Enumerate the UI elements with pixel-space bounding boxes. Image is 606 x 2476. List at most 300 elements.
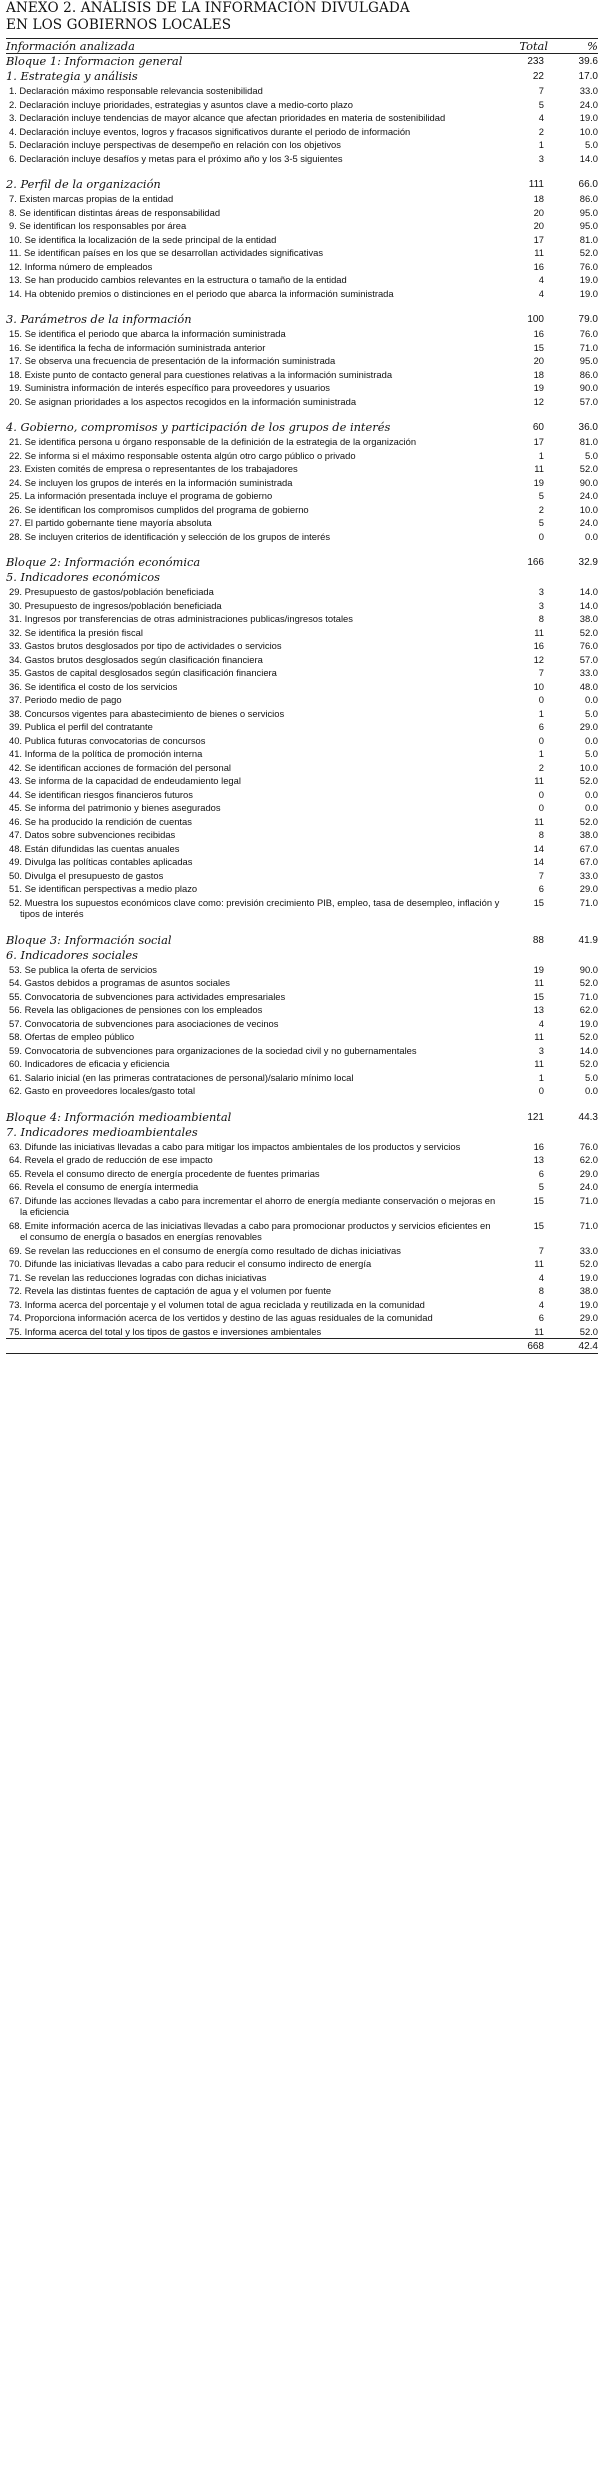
row-pct: 48.0 bbox=[579, 680, 598, 692]
row-total bbox=[508, 948, 554, 963]
row-pct: 95.0 bbox=[579, 220, 598, 231]
table-row bbox=[6, 747, 598, 761]
row-label: 32. Se identifica la presión fiscal bbox=[9, 626, 143, 638]
row-total: 4 bbox=[538, 1271, 544, 1283]
table-row bbox=[6, 585, 598, 599]
row-pct: 52.0 bbox=[579, 247, 598, 258]
row-pct: 24.0 bbox=[579, 98, 598, 110]
row-pct: 90.0 bbox=[579, 382, 598, 393]
row-total: 11 bbox=[534, 1258, 544, 1269]
row-pct: 0.0 bbox=[584, 788, 598, 800]
row-label: 23. Existen comités de empresa o representantes de los trabajadores bbox=[9, 463, 298, 474]
row-pct: 44.3 bbox=[578, 1111, 598, 1123]
table-row bbox=[6, 1180, 598, 1194]
table-row bbox=[6, 842, 598, 856]
row-pct: 76.0 bbox=[579, 328, 598, 339]
table-row bbox=[6, 1219, 598, 1244]
row-pct: 14.0 bbox=[579, 152, 598, 164]
row-pct: 62.0 bbox=[579, 1154, 598, 1165]
row-total: 8 bbox=[538, 829, 544, 840]
row-total: 15 bbox=[533, 896, 544, 908]
row-total: 10 bbox=[533, 680, 544, 692]
row-label: Bloque 1: Informacion general bbox=[6, 54, 183, 68]
row-pct: 42.4 bbox=[554, 1339, 598, 1354]
table-row bbox=[6, 774, 598, 788]
row-label: 22. Se informa si el máximo responsable ostenta algún otro cargo público o privado bbox=[9, 449, 356, 461]
row-total: 6 bbox=[538, 721, 544, 732]
row-pct: 33.0 bbox=[579, 1244, 598, 1256]
row-pct: 33.0 bbox=[579, 85, 598, 96]
row-total: 88 bbox=[532, 934, 544, 946]
row-pct: 95.0 bbox=[579, 206, 598, 218]
row-label: 7. Existen marcas propias de la entidad bbox=[9, 193, 174, 204]
row-label: 5. Indicadores económicos bbox=[6, 570, 160, 584]
table-row bbox=[6, 869, 598, 883]
row-label: 65. Revela el consumo directo de energía procedente de fuentes primarias bbox=[9, 1167, 320, 1179]
row-total: 11 bbox=[534, 815, 544, 827]
row-total: 16 bbox=[533, 328, 544, 339]
row-label: 67. Difunde las acciones llevadas a cabo para incrementar el ahorro de energía mediante conservación o mejoras en la eficiencia bbox=[9, 1194, 496, 1217]
row-total: 8 bbox=[538, 1285, 544, 1296]
row-pct: 52.0 bbox=[579, 1258, 598, 1269]
row-total: 111 bbox=[528, 179, 544, 190]
row-total: 6 bbox=[538, 1167, 544, 1179]
row-pct: 66.0 bbox=[578, 179, 598, 190]
row-total: 19 bbox=[533, 476, 544, 488]
table-body bbox=[6, 54, 598, 1354]
row-pct: 0.0 bbox=[584, 694, 598, 705]
row-total: 4 bbox=[538, 1017, 544, 1029]
annex-title bbox=[6, 0, 598, 38]
table-row bbox=[6, 516, 598, 530]
row-label: 2. Perfil de la organización bbox=[6, 177, 161, 191]
row-total: 2 bbox=[538, 503, 544, 515]
spacer-cell bbox=[6, 1098, 598, 1110]
table-row bbox=[6, 1325, 598, 1339]
row-total: 11 bbox=[534, 1325, 544, 1337]
row-label: 13. Se han producido cambios relevantes en la estructura o tamaño de la entidad bbox=[9, 274, 347, 285]
row-total: 12 bbox=[533, 653, 544, 665]
row-pct: 33.0 bbox=[579, 667, 598, 678]
table-row bbox=[6, 206, 598, 220]
table-row bbox=[6, 990, 598, 1004]
row-pct: 24.0 bbox=[579, 490, 598, 501]
row-label: 38. Concursos vigentes para abastecimiento de bienes o servicios bbox=[9, 707, 285, 719]
row-label: 41. Informa de la política de promoción interna bbox=[9, 748, 203, 759]
row-pct bbox=[554, 948, 598, 963]
row-total: 60 bbox=[532, 422, 544, 433]
row-total: 11 bbox=[534, 775, 544, 786]
row-total: 6 bbox=[538, 1312, 544, 1323]
row-total: 15 bbox=[533, 1194, 544, 1206]
table-row bbox=[6, 233, 598, 247]
row-total: 0 bbox=[538, 694, 544, 705]
row-label: 40. Publica futuras convocatorias de concursos bbox=[9, 734, 206, 746]
row-total: 12 bbox=[533, 395, 544, 407]
row-total: 0 bbox=[538, 1085, 544, 1096]
row-total bbox=[508, 1125, 554, 1140]
spacer-row bbox=[6, 408, 598, 420]
row-label: 24. Se incluyen los grupos de interés en la información suministrada bbox=[9, 476, 293, 488]
table-row bbox=[6, 354, 598, 368]
row-total: 11 bbox=[534, 1031, 544, 1042]
row-total: 20 bbox=[533, 206, 544, 218]
row-pct: 10.0 bbox=[579, 761, 598, 773]
row-total: 2 bbox=[538, 761, 544, 773]
row-total: 14 bbox=[533, 842, 544, 854]
disclosure-table bbox=[6, 38, 598, 1354]
row-label: 74. Proporciona información acerca de los vertidos y destino de las aguas residuales de la comunidad bbox=[9, 1312, 433, 1323]
row-pct: 90.0 bbox=[579, 963, 598, 975]
table-row bbox=[6, 855, 598, 869]
row-pct: 67.0 bbox=[579, 856, 598, 867]
table-row bbox=[6, 761, 598, 775]
table-row bbox=[6, 138, 598, 152]
table-row bbox=[6, 612, 598, 626]
row-total: 19 bbox=[533, 382, 544, 393]
table-row bbox=[6, 192, 598, 206]
row-label: 66. Revela el consumo de energía intermedia bbox=[9, 1181, 199, 1192]
block-row bbox=[6, 1110, 598, 1125]
row-total: 16 bbox=[533, 640, 544, 651]
row-pct: 0.0 bbox=[584, 734, 598, 746]
row-pct: 19.0 bbox=[579, 287, 598, 299]
row-total: 166 bbox=[527, 557, 544, 568]
row-total: 2 bbox=[538, 125, 544, 137]
row-label: 55. Convocatoria de subvenciones para actividades empresariales bbox=[9, 990, 286, 1002]
row-total: 233 bbox=[527, 56, 544, 67]
table-row bbox=[6, 626, 598, 640]
row-pct: 19.0 bbox=[579, 1017, 598, 1029]
row-pct: 5.0 bbox=[584, 707, 598, 719]
row-pct: 62.0 bbox=[579, 1004, 598, 1015]
row-total: 0 bbox=[538, 788, 544, 800]
table-row bbox=[6, 639, 598, 653]
row-label: 72. Revela las distintas fuentes de captación de agua y el volumen por fuente bbox=[9, 1285, 332, 1296]
title-line-2: EN LOS GOBIERNOS LOCALES bbox=[6, 17, 232, 33]
row-label: 75. Informa acerca del total y los tipos de gastos e inversiones ambientales bbox=[9, 1325, 322, 1337]
table-row bbox=[6, 976, 598, 990]
block-row bbox=[6, 54, 598, 70]
row-pct: 86.0 bbox=[579, 368, 598, 380]
row-label: 68. Emite información acerca de las iniciativas llevadas a cabo para promocionar productos y servicios eficientes en el consumo de energía o basados en energías renovables bbox=[9, 1219, 491, 1242]
row-label: 12. Informa número de empleados bbox=[9, 260, 153, 272]
row-label: 25. La información presentada incluye el programa de gobierno bbox=[9, 490, 273, 501]
row-pct bbox=[554, 570, 598, 585]
annex-page bbox=[6, 0, 598, 1354]
row-total: 7 bbox=[538, 1244, 544, 1256]
table-row bbox=[6, 599, 598, 613]
table-row bbox=[6, 801, 598, 815]
row-total: 18 bbox=[533, 193, 544, 204]
row-pct: 29.0 bbox=[579, 721, 598, 732]
foot-row bbox=[6, 1339, 598, 1354]
block-row bbox=[6, 933, 598, 948]
header-label: Información analizada bbox=[6, 39, 508, 54]
row-total: 1 bbox=[538, 139, 544, 150]
table-row bbox=[6, 125, 598, 139]
table-row bbox=[6, 152, 598, 166]
row-pct: 29.0 bbox=[579, 1167, 598, 1179]
section-row bbox=[6, 420, 598, 435]
title-line-1: ANEXO 2. ANÁLISIS DE LA INFORMACIÓN DIVULGADA bbox=[6, 0, 410, 16]
row-label: 56. Revela las obligaciones de pensiones con los empleados bbox=[9, 1004, 263, 1015]
row-pct: 29.0 bbox=[579, 1312, 598, 1323]
row-pct: 0.0 bbox=[584, 1085, 598, 1096]
row-total: 7 bbox=[538, 869, 544, 881]
row-pct: 52.0 bbox=[579, 463, 598, 474]
table-row bbox=[6, 788, 598, 802]
row-total: 18 bbox=[533, 368, 544, 380]
row-total: 4 bbox=[538, 1298, 544, 1310]
section-row bbox=[6, 69, 598, 84]
spacer-cell bbox=[6, 408, 598, 420]
spacer-cell bbox=[6, 543, 598, 555]
table-row bbox=[6, 503, 598, 517]
row-pct: 71.0 bbox=[579, 1219, 598, 1231]
row-pct: 19.0 bbox=[579, 1271, 598, 1283]
table-row bbox=[6, 1030, 598, 1044]
row-label: 21. Se identifica persona u órgano responsable de la definición de la estrategia de la organización bbox=[9, 436, 417, 447]
section-row bbox=[6, 177, 598, 192]
row-pct: 71.0 bbox=[579, 990, 598, 1002]
row-pct: 71.0 bbox=[579, 341, 598, 353]
row-label: 49. Divulga las políticas contables aplicadas bbox=[9, 856, 193, 867]
row-label: 35. Gastos de capital desglosados según clasificación financiera bbox=[9, 667, 277, 678]
table-row bbox=[6, 1311, 598, 1325]
table-row bbox=[6, 882, 598, 896]
spacer-row bbox=[6, 165, 598, 177]
row-total: 3 bbox=[538, 586, 544, 597]
row-label: 30. Presupuesto de ingresos/población beneficiada bbox=[9, 599, 222, 611]
row-total: 13 bbox=[533, 1004, 544, 1015]
row-label: 36. Se identifica el costo de los servicios bbox=[9, 680, 178, 692]
row-total: 121 bbox=[527, 1111, 544, 1123]
table-row bbox=[6, 287, 598, 301]
row-pct: 52.0 bbox=[579, 775, 598, 786]
row-label: 5. Declaración incluye perspectivas de desempeño en relación con los objetivos bbox=[9, 139, 341, 150]
row-label: 48. Están difundidas las cuentas anuales bbox=[9, 842, 180, 854]
row-pct: 14.0 bbox=[579, 586, 598, 597]
row-pct: 41.9 bbox=[578, 934, 598, 946]
row-total: 8 bbox=[538, 613, 544, 624]
row-pct bbox=[554, 1125, 598, 1140]
row-pct: 36.0 bbox=[578, 422, 598, 433]
row-total: 5 bbox=[538, 98, 544, 110]
row-total: 17 bbox=[533, 436, 544, 447]
table-row bbox=[6, 489, 598, 503]
row-total: 3 bbox=[538, 152, 544, 164]
row-total: 14 bbox=[533, 856, 544, 867]
row-total: 16 bbox=[533, 260, 544, 272]
table-row bbox=[6, 476, 598, 490]
row-label: 31. Ingresos por transferencias de otras administraciones publicas/ingresos totales bbox=[9, 613, 353, 624]
row-label: 70. Difunde las iniciativas llevadas a cabo para reducir el consumo indirecto de energía bbox=[9, 1258, 372, 1269]
header-pct: % bbox=[554, 39, 598, 54]
row-pct: 38.0 bbox=[579, 1285, 598, 1296]
row-total: 13 bbox=[533, 1154, 544, 1165]
row-pct: 52.0 bbox=[579, 1325, 598, 1337]
row-label: 44. Se identifican riesgos financieros futuros bbox=[9, 788, 193, 800]
row-pct: 14.0 bbox=[579, 1044, 598, 1056]
spacer-row bbox=[6, 543, 598, 555]
row-total: 6 bbox=[538, 883, 544, 894]
table-row bbox=[6, 1298, 598, 1312]
row-label: 6. Indicadores sociales bbox=[6, 947, 138, 962]
table-row bbox=[6, 246, 598, 260]
row-total: 11 bbox=[534, 626, 544, 638]
table-row bbox=[6, 219, 598, 233]
row-pct: 24.0 bbox=[579, 517, 598, 528]
row-total: 16 bbox=[533, 1140, 544, 1152]
row-label: 34. Gastos brutos desglosados según clasificación financiera bbox=[9, 653, 263, 665]
table-row bbox=[6, 84, 598, 98]
table-row bbox=[6, 1084, 598, 1098]
row-total bbox=[508, 570, 554, 585]
spacer-cell bbox=[6, 300, 598, 312]
table-row bbox=[6, 734, 598, 748]
row-total: 22 bbox=[532, 71, 544, 82]
row-label: 14. Ha obtenido premios o distinciones en el periodo que abarca la información suministrada bbox=[9, 287, 394, 299]
table-row bbox=[6, 653, 598, 667]
table-row bbox=[6, 368, 598, 382]
row-label: Bloque 3: Información social bbox=[6, 932, 172, 947]
row-label: 63. Difunde las iniciativas llevadas a cabo para mitigar los impactos ambientales de los productos y servicios bbox=[9, 1140, 461, 1152]
row-label: 3. Declaración incluye tendencias de mayor alcance que afectan prioridades en materia de sostenibilidad bbox=[9, 112, 446, 123]
row-total: 17 bbox=[533, 233, 544, 245]
row-total: 19 bbox=[533, 963, 544, 975]
table-row bbox=[6, 395, 598, 409]
row-label: 26. Se identifican los compromisos cumplidos del programa de gobierno bbox=[9, 503, 309, 515]
table-row bbox=[6, 1044, 598, 1058]
row-label: 50. Divulga el presupuesto de gastos bbox=[9, 869, 164, 881]
row-label: 73. Informa acerca del porcentaje y el volumen total de agua reciclada y reutilizada en la comunidad bbox=[9, 1298, 425, 1310]
section-row bbox=[6, 570, 598, 585]
row-label: 2. Declaración incluye prioridades, estrategias y asuntos clave a medio-corto plazo bbox=[9, 98, 353, 110]
row-pct: 10.0 bbox=[579, 125, 598, 137]
row-label: 3. Parámetros de la información bbox=[6, 312, 192, 326]
row-label: 58. Ofertas de empleo público bbox=[9, 1031, 135, 1042]
row-total: 7 bbox=[538, 667, 544, 678]
row-label: 4. Gobierno, compromisos y participación de los grupos de interés bbox=[6, 420, 391, 434]
row-total: 11 bbox=[534, 977, 544, 988]
row-pct: 71.0 bbox=[579, 1194, 598, 1206]
table-row bbox=[6, 1244, 598, 1258]
spacer-row bbox=[6, 921, 598, 933]
row-total: 11 bbox=[534, 463, 544, 474]
row-label: 52. Muestra los supuestos económicos clave como: previsión crecimiento PIB, empleo, tasa de desempleo, inflación y tipos de interés bbox=[9, 896, 500, 919]
row-total: 3 bbox=[538, 1044, 544, 1056]
row-pct: 38.0 bbox=[579, 829, 598, 840]
row-label: Bloque 4: Información medioambiental bbox=[6, 1109, 232, 1124]
table-row bbox=[6, 720, 598, 734]
row-total: 15 bbox=[533, 341, 544, 353]
table-row bbox=[6, 1194, 598, 1219]
header-total: Total bbox=[508, 39, 554, 54]
row-total: 5 bbox=[538, 517, 544, 528]
row-total: 7 bbox=[538, 85, 544, 96]
spacer-row bbox=[6, 1098, 598, 1110]
table-row bbox=[6, 1284, 598, 1298]
table-row bbox=[6, 815, 598, 829]
row-pct: 52.0 bbox=[579, 1058, 598, 1069]
table-row bbox=[6, 1140, 598, 1154]
row-pct: 57.0 bbox=[579, 395, 598, 407]
row-total: 4 bbox=[538, 287, 544, 299]
row-total: 5 bbox=[538, 490, 544, 501]
table-row bbox=[6, 449, 598, 463]
row-label: 54. Gastos debidos a programas de asuntos sociales bbox=[9, 977, 230, 988]
row-label: 10. Se identifica la localización de la sede principal de la entidad bbox=[9, 233, 277, 245]
row-pct: 86.0 bbox=[579, 193, 598, 204]
row-total: 1 bbox=[538, 1071, 544, 1083]
row-pct: 76.0 bbox=[579, 1140, 598, 1152]
row-label: 1. Estrategia y análisis bbox=[6, 69, 138, 83]
row-label: 28. Se incluyen criterios de identificación y selección de los grupos de interés bbox=[9, 530, 331, 542]
row-pct: 52.0 bbox=[579, 1031, 598, 1042]
row-total: 1 bbox=[538, 449, 544, 461]
row-pct: 67.0 bbox=[579, 842, 598, 854]
row-label: 16. Se identifica la fecha de información suministrada anterior bbox=[9, 341, 266, 353]
row-label: 19. Suministra información de interés específico para proveedores y usuarios bbox=[9, 382, 330, 393]
row-pct: 5.0 bbox=[584, 748, 598, 759]
row-label: 20. Se asignan prioridades a los aspectos recogidos en la información suministrada bbox=[9, 395, 357, 407]
row-label: 42. Se identifican acciones de formación del personal bbox=[9, 761, 232, 773]
row-total: 20 bbox=[533, 355, 544, 366]
table-row bbox=[6, 327, 598, 341]
row-pct: 95.0 bbox=[579, 355, 598, 366]
table-row bbox=[6, 1003, 598, 1017]
row-pct: 33.0 bbox=[579, 869, 598, 881]
table-row bbox=[6, 1017, 598, 1031]
row-label: 60. Indicadores de eficacia y eficiencia bbox=[9, 1058, 170, 1069]
row-pct: 5.0 bbox=[584, 449, 598, 461]
row-label: 43. Se informa de la capacidad de endeudamiento legal bbox=[9, 775, 241, 786]
table-row bbox=[6, 828, 598, 842]
section-row bbox=[6, 1125, 598, 1140]
row-label: 37. Periodo medio de pago bbox=[9, 694, 122, 705]
row-label: 46. Se ha producido la rendición de cuentas bbox=[9, 815, 192, 827]
row-pct: 0.0 bbox=[584, 530, 598, 542]
row-label: 59. Convocatoria de subvenciones para organizaciones de la sociedad civil y no gubernamentales bbox=[9, 1044, 417, 1056]
table-row bbox=[6, 435, 598, 449]
table-row bbox=[6, 666, 598, 680]
row-label: 57. Convocatoria de subvenciones para asociaciones de vecinos bbox=[9, 1017, 279, 1029]
table-row bbox=[6, 1257, 598, 1271]
row-label: 15. Se identifica el periodo que abarca la información suministrada bbox=[9, 328, 286, 339]
row-pct: 52.0 bbox=[579, 977, 598, 988]
table-row bbox=[6, 1071, 598, 1085]
row-pct: 10.0 bbox=[579, 503, 598, 515]
row-total: 100 bbox=[527, 314, 544, 325]
table-row bbox=[6, 381, 598, 395]
row-total: 15 bbox=[533, 990, 544, 1002]
row-label: 39. Publica el perfil del contratante bbox=[9, 721, 153, 732]
row-label: 7. Indicadores medioambientales bbox=[6, 1124, 198, 1139]
row-label: 69. Se revelan las reducciones en el consumo de energía como resultado de dichas iniciativas bbox=[9, 1244, 401, 1256]
table-row bbox=[6, 693, 598, 707]
row-label: 47. Datos sobre subvenciones recibidas bbox=[9, 829, 176, 840]
row-total: 11 bbox=[534, 1058, 544, 1069]
row-pct: 0.0 bbox=[584, 802, 598, 813]
table-row bbox=[6, 680, 598, 694]
row-label: 29. Presupuesto de gastos/población beneficiada bbox=[9, 586, 214, 597]
table-row bbox=[6, 896, 598, 921]
row-total: 11 bbox=[534, 247, 544, 258]
table-row bbox=[6, 1167, 598, 1181]
row-total: 5 bbox=[538, 1181, 544, 1192]
spacer-cell bbox=[6, 921, 598, 933]
